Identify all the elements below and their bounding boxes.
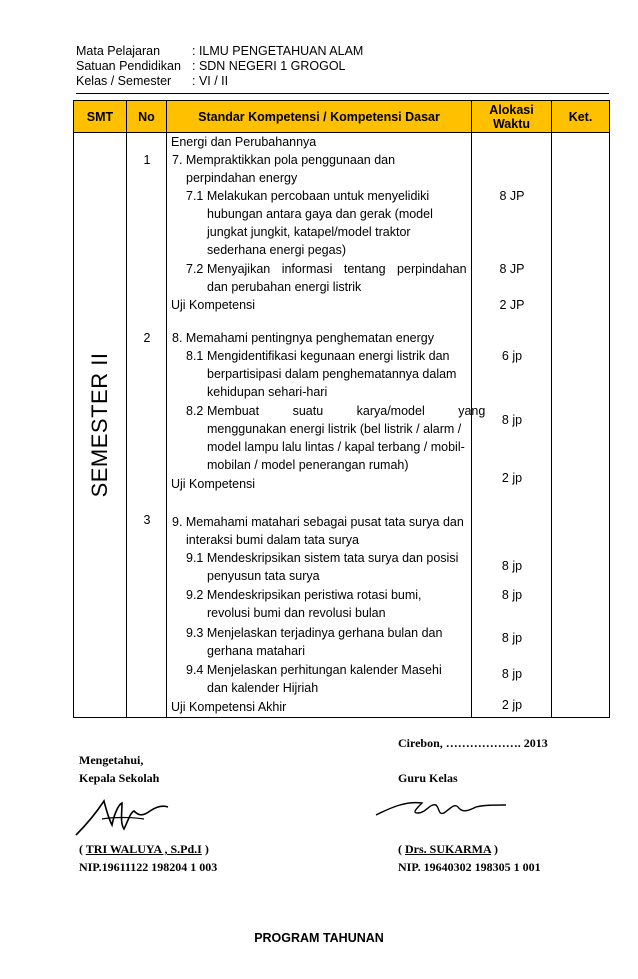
notes-cell xyxy=(552,133,610,718)
semester-label: SEMESTER II xyxy=(87,352,112,498)
school-label: Satuan Pendidikan xyxy=(76,59,181,73)
subject-label: Mata Pelajaran xyxy=(76,44,161,58)
guru-name-text: Drs. SUKARMA xyxy=(405,842,491,856)
mengetahui-label: Mengetahui, xyxy=(79,753,144,767)
time-uji2: 2 jp xyxy=(501,471,523,485)
row-number-3: 3 xyxy=(143,513,151,527)
guru-name: ( Drs. SUKARMA ) xyxy=(398,842,498,856)
kd94-line1: 9.4 Menjelaskan perhitungan kalender Masehi xyxy=(186,663,442,677)
topic-heading: Energi dan Perubahannya xyxy=(171,135,317,149)
sk7-line1: 7. Mempraktikkan pola penggunaan dan xyxy=(172,153,396,167)
kd91-line1: 9.1 Mendeskripsikan sistem tata surya dan posisi xyxy=(186,551,459,565)
kd72-line1 xyxy=(207,260,467,278)
kd71-line4: sederhana energi pegas) xyxy=(207,243,346,257)
kd92-line1: 9.2 Mendeskripsikan peristiwa rotasi bumi, xyxy=(186,588,422,602)
place-date: Cirebon, ………………. 2013 xyxy=(398,736,548,750)
kd71-line2: hubungan antara gaya dan gerak (model xyxy=(207,207,433,221)
time-kd94: 8 jp xyxy=(501,667,523,681)
guru-role: Guru Kelas xyxy=(398,771,458,785)
row-number-2: 2 xyxy=(143,331,151,345)
time-cell xyxy=(472,133,552,718)
kepala-name-text: TRI WALUYA , S.Pd.I xyxy=(85,842,202,856)
col-no: No xyxy=(127,101,167,133)
kd94-line2: dan kalender Hijriah xyxy=(207,681,319,695)
time-uji1: 2 JP xyxy=(499,298,525,312)
kd82-line4: mobilan / model penerangan rumah) xyxy=(207,458,409,472)
kepala-role: Kepala Sekolah xyxy=(79,771,160,785)
kd93-line1: 9.3 Menjelaskan terjadinya gerhana bulan dan xyxy=(186,626,443,640)
table-header-row xyxy=(74,101,610,133)
time-kd93: 8 jp xyxy=(501,631,523,645)
kd71-line3: jungkat jungkit, katapel/model traktor xyxy=(207,225,411,239)
table-body-row xyxy=(74,133,610,718)
col-time xyxy=(472,101,552,133)
col-time-line2: Waktu xyxy=(492,116,531,131)
kd81-line1: Mengidentifikasi kegunaan energi listrik dan xyxy=(207,349,450,363)
subject-value: : ILMU PENGETAHUAN ALAM xyxy=(192,44,364,58)
principal-signature xyxy=(72,795,182,841)
semester-cell xyxy=(74,133,127,718)
school-value: : SDN NEGERI 1 GROGOL xyxy=(192,59,346,73)
row-number-1: 1 xyxy=(143,153,151,167)
time-kd82: 8 jp xyxy=(501,413,523,427)
kepala-name: ( TRI WALUYA , S.Pd.I ) xyxy=(79,842,209,856)
kd72-line2: dan perubahan energi listrik xyxy=(207,280,362,294)
document-footer-title: PROGRAM TAHUNAN xyxy=(254,931,384,945)
content-cell xyxy=(167,133,486,718)
uji-kompetensi-2: Uji Kompetensi xyxy=(171,477,256,491)
kepala-nip: NIP.19611122 198204 1 003 xyxy=(79,860,218,874)
kd91-line2: penyusun tata surya xyxy=(207,569,320,583)
col-notes: Ket. xyxy=(552,101,610,133)
number-cell xyxy=(127,133,167,718)
time-kd92: 8 jp xyxy=(501,588,523,602)
kd71-line1: 7.1 Melakukan percobaan untuk menyelidiki xyxy=(186,189,430,203)
class-value: : VI / II xyxy=(192,74,229,88)
kd82-line2: menggunakan energi listrik (bel listrik / alarm / xyxy=(207,422,462,436)
kd72-line1-text: Menyajikan informasi tentang perpindahan xyxy=(207,262,467,276)
uji-kompetensi-akhir: Uji Kompetensi Akhir xyxy=(171,700,287,714)
time-kd71: 8 JP xyxy=(499,189,525,203)
time-kd72: 8 JP xyxy=(499,262,525,276)
sk9-line2: interaksi bumi dalam tata surya xyxy=(186,533,359,547)
kd81-line2: berpartisipasi dalam penghematannya dalam xyxy=(207,367,457,381)
kd81-line3: kehidupan sehari-hari xyxy=(207,385,328,399)
time-kd81: 6 jp xyxy=(501,349,523,363)
col-time-line1: Alokasi xyxy=(489,102,534,117)
sk8-line: 8. Memahami pentingnya penghematan energy xyxy=(172,331,434,345)
kd82-line1: Membuat suatu karya/model yang xyxy=(207,404,486,418)
teacher-signature xyxy=(372,793,512,823)
kd81-number: 8.1 xyxy=(186,349,204,363)
annual-program-table xyxy=(73,100,610,718)
kd93-line2: gerhana matahari xyxy=(207,644,305,658)
col-standard: Standar Kompetensi / Kompetensi Dasar xyxy=(167,101,472,133)
sk9-line1: 9. Memahami matahari sebagai pusat tata surya dan xyxy=(172,515,464,529)
time-uji3: 2 jp xyxy=(501,698,523,712)
uji-kompetensi-1: Uji Kompetensi xyxy=(171,298,256,312)
sk7-line2: perpindahan energy xyxy=(186,171,298,185)
col-smt: SMT xyxy=(74,101,127,133)
kd82-number: 8.2 xyxy=(186,404,204,418)
kd72-number: 7.2 xyxy=(186,262,204,276)
kd82-line3: model lampu lalu lintas / kapal terbang / mobil- xyxy=(207,440,465,454)
time-kd91: 8 jp xyxy=(501,559,523,573)
kd92-line2: revolusi bumi dan revolusi bulan xyxy=(207,606,386,620)
class-label: Kelas / Semester xyxy=(76,74,172,88)
guru-nip: NIP. 19640302 198305 1 001 xyxy=(398,860,541,874)
header-divider xyxy=(76,93,609,94)
